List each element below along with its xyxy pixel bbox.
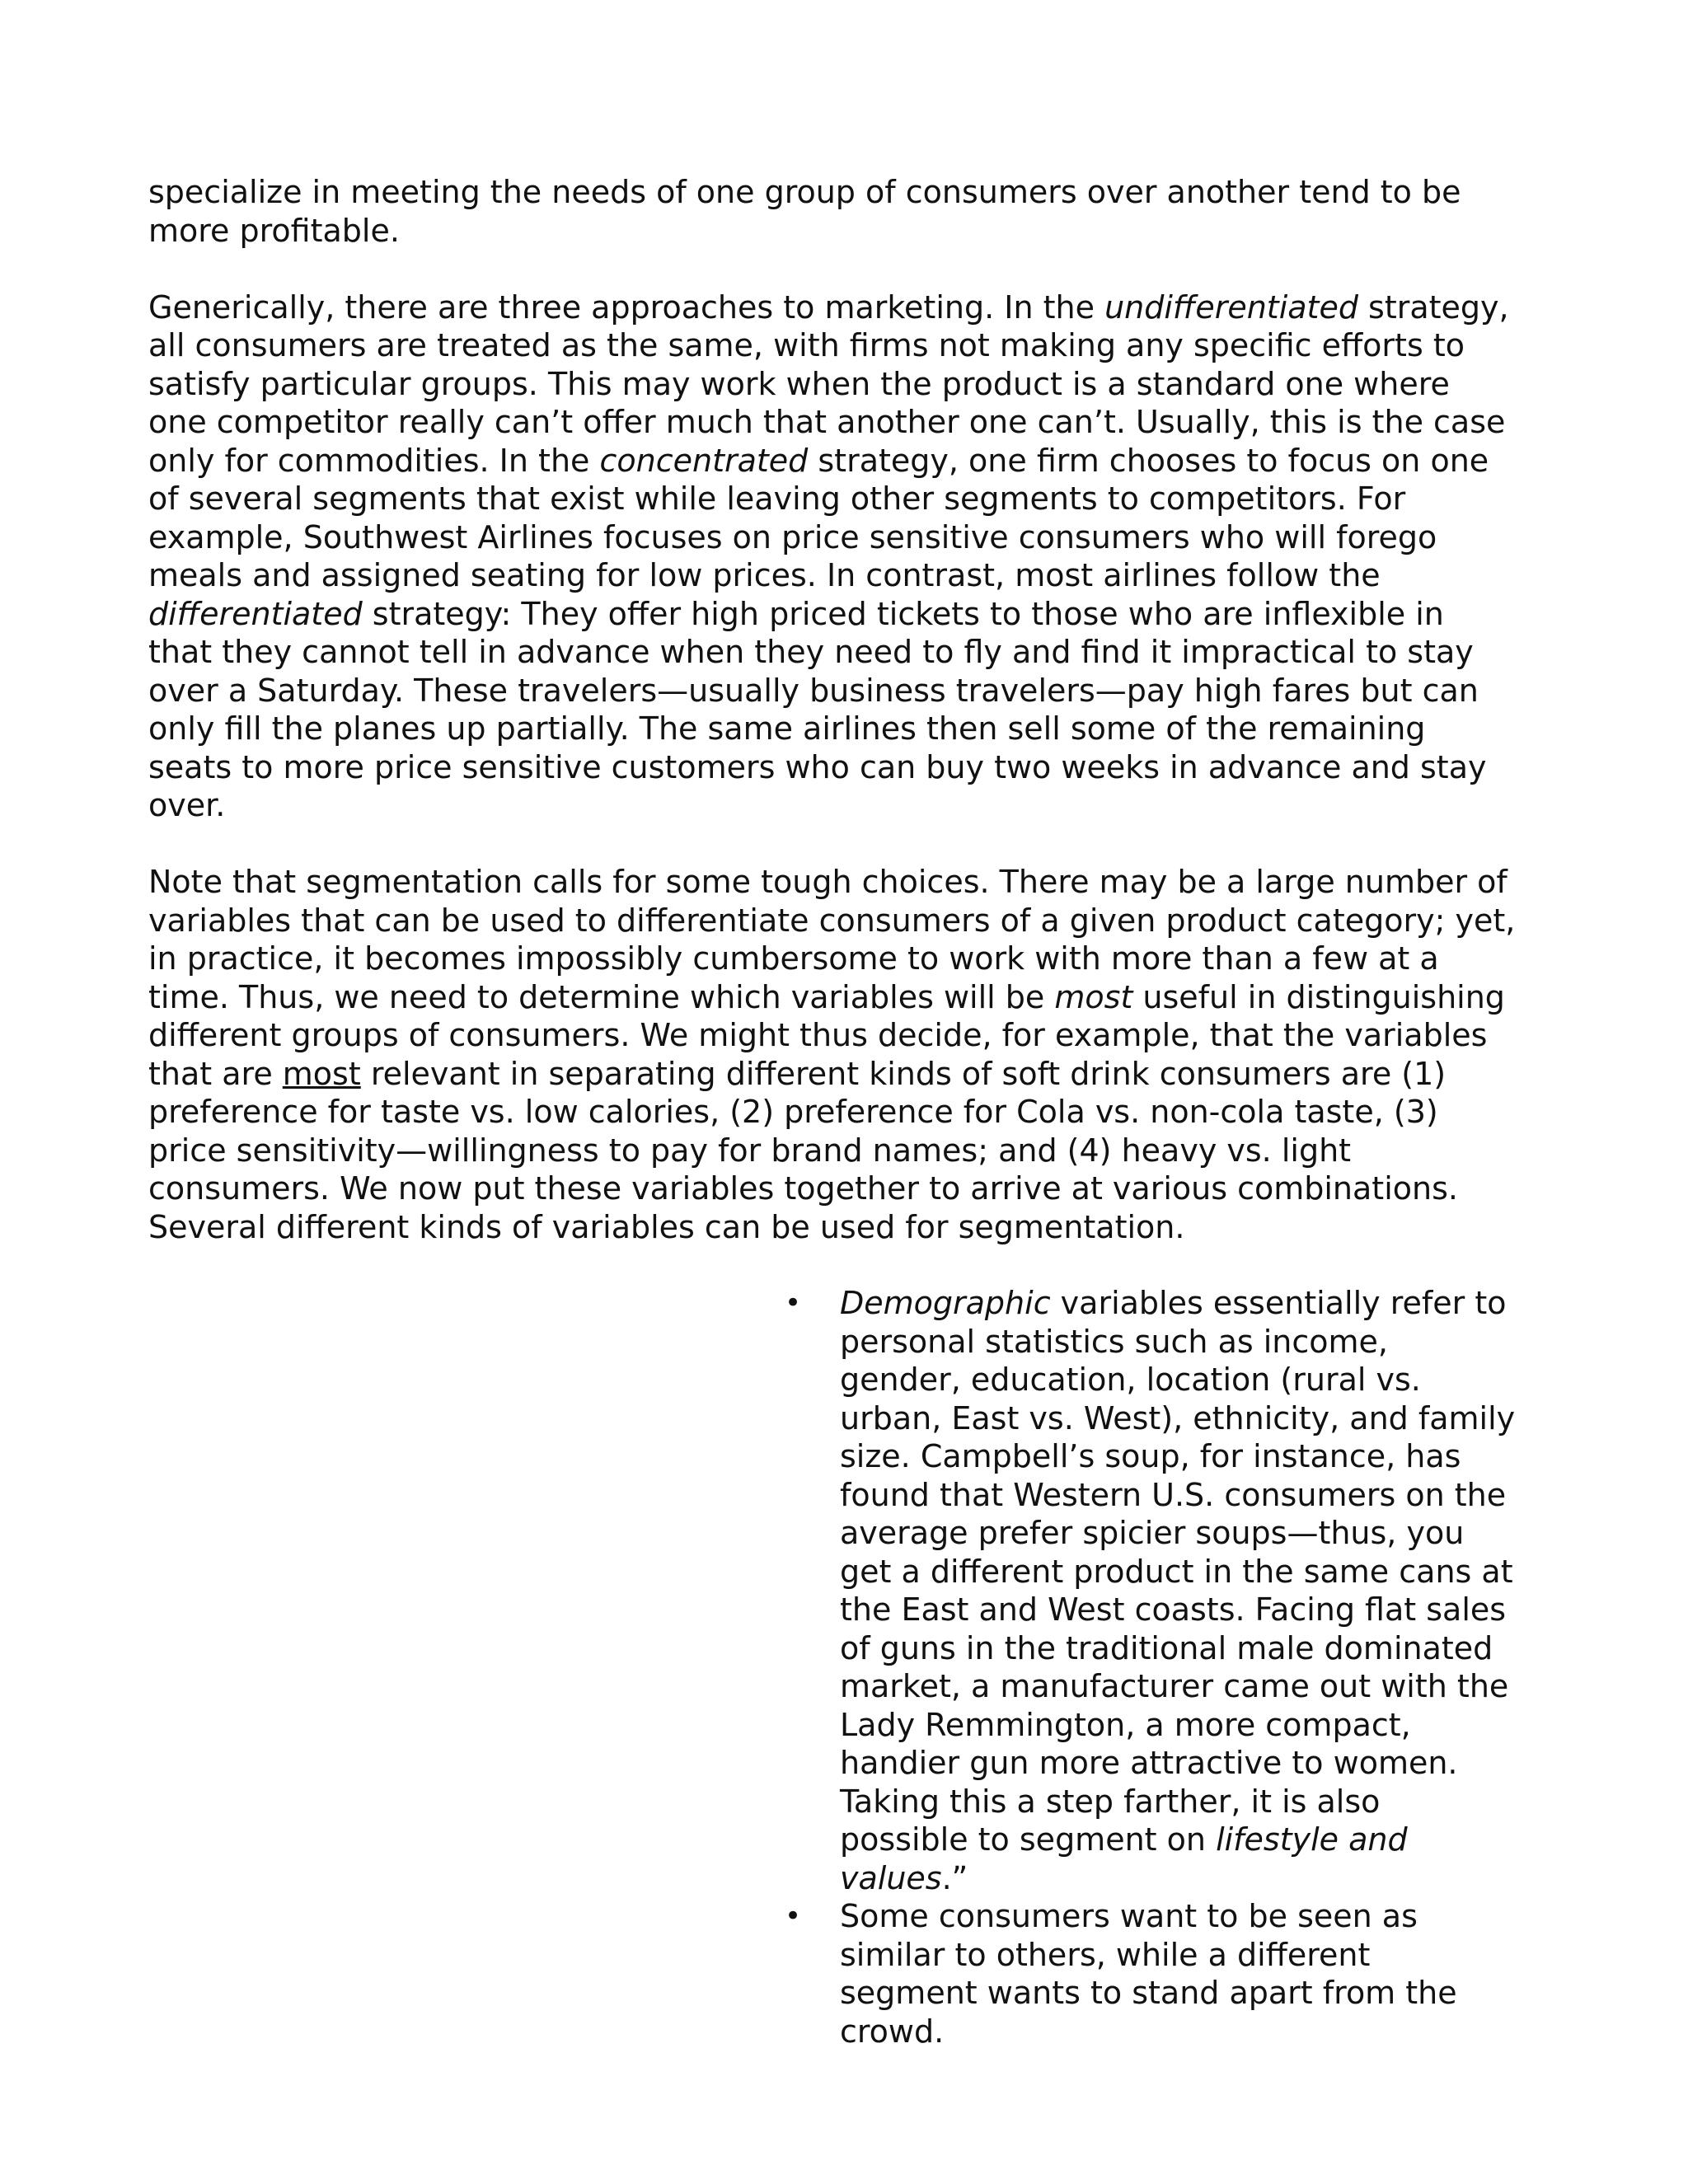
italic-term-undifferentiated: undifferentiated xyxy=(1104,288,1358,326)
bullet-item-demographic xyxy=(783,1284,1516,1897)
italic-term-concentrated: concentrated xyxy=(599,442,809,479)
paragraph-marketing-approaches xyxy=(148,288,1517,825)
text-run: Some consumers want to be seen as similar to others, while a different segment wants to stand apart from the crowd. xyxy=(840,1898,1457,2050)
italic-term-demographic: Demographic xyxy=(840,1285,1051,1321)
text-run: relevant in separating different kinds of soft drink consumers are (1) preference for taste vs. low calories, (2) preference for Cola vs. non-cola taste, (3) price sensitivity—willingness to pay for brand names; and (4) heavy vs. light consumers. We now put these variables together to arrive at various combinations. xyxy=(148,1055,1458,1207)
text-run: .” xyxy=(941,1859,968,1896)
text-run: variables essentially refer to personal statistics such as income, gender, education, location (rural vs. urban, East vs. West), ethnicity, and family size. Campbell’s soup, for instance, has found that Western U.S. consumers on the average prefer spicier soups—thus, you get a different product in the same cans at the East and West coasts. Facing flat sales of guns in the traditional male dominated market, a manufacturer came out with the Lady Remmington, a more compact, handier gun more attractive to women. Taking this a step farther, it is also possible to segment on xyxy=(840,1285,1516,1858)
text-run: Note that segmentation calls for some tough choices. There may be a large number of variables that can be used to differentiate consumers of a given product category; yet, in practice, it becomes impossibly cumbersome to work with more than a few at a time. Thus, we need to determine which variables will be xyxy=(148,864,1516,1015)
bullet-dot-icon: • xyxy=(785,1286,802,1319)
text-run: strategy, all consumers are treated as the same, with firms not making any specific efforts to satisfy particular groups. This may work when the product is a standard one where one competitor really can’t offer much that another one can’t. Usually, this is the case only for commodities. In the xyxy=(148,288,1509,479)
text-run: strategy, one firm chooses to focus on one of several segments that exist while leaving other segments to competitors. For example, Southwest Airlines focuses on price sensitive consumers who will forego meals and assigned seating for low prices. In contrast, most airlines follow the xyxy=(148,442,1489,593)
paragraph-spacer xyxy=(148,825,1517,864)
paragraph-variables-intro: Several different kinds of variables can be used for segmentation. xyxy=(148,1208,1185,1245)
paragraph-spacer xyxy=(148,250,1517,288)
document-page xyxy=(148,173,1517,2050)
paragraph-intro-continuation: specialize in meeting the needs of one group of consumers over another tend to be more profitable. xyxy=(148,174,1461,249)
italic-term-lifestyle-values: lifestyle and values xyxy=(840,1821,1408,1896)
text-run: strategy: They offer high priced tickets to those who are inflexible in that they cannot tell in advance when they need to fly and find it impractical to stay over a Saturday. These travelers—usually business travelers—pay high fares but can only fill the planes up partially. The same airlines then sell some of the remaining seats to more price sensitive customers who can buy two weeks in advance and stay over. xyxy=(148,595,1487,823)
bullet-item-conformity xyxy=(783,1897,1516,2050)
text-run: Generically, there are three approaches to marketing. In the xyxy=(148,288,1105,326)
paragraph-segmentation-choices xyxy=(148,863,1517,1208)
bullet-list xyxy=(148,1284,1517,2050)
underlined-word-most: most xyxy=(282,1055,361,1092)
bullet-dot-icon: • xyxy=(785,1900,802,1933)
text-run: useful in distinguishing different groups of consumers. We might thus decide, for example, that the variables that are xyxy=(148,978,1505,1092)
italic-word-most: most xyxy=(1054,978,1133,1015)
italic-term-differentiated: differentiated xyxy=(148,595,363,632)
